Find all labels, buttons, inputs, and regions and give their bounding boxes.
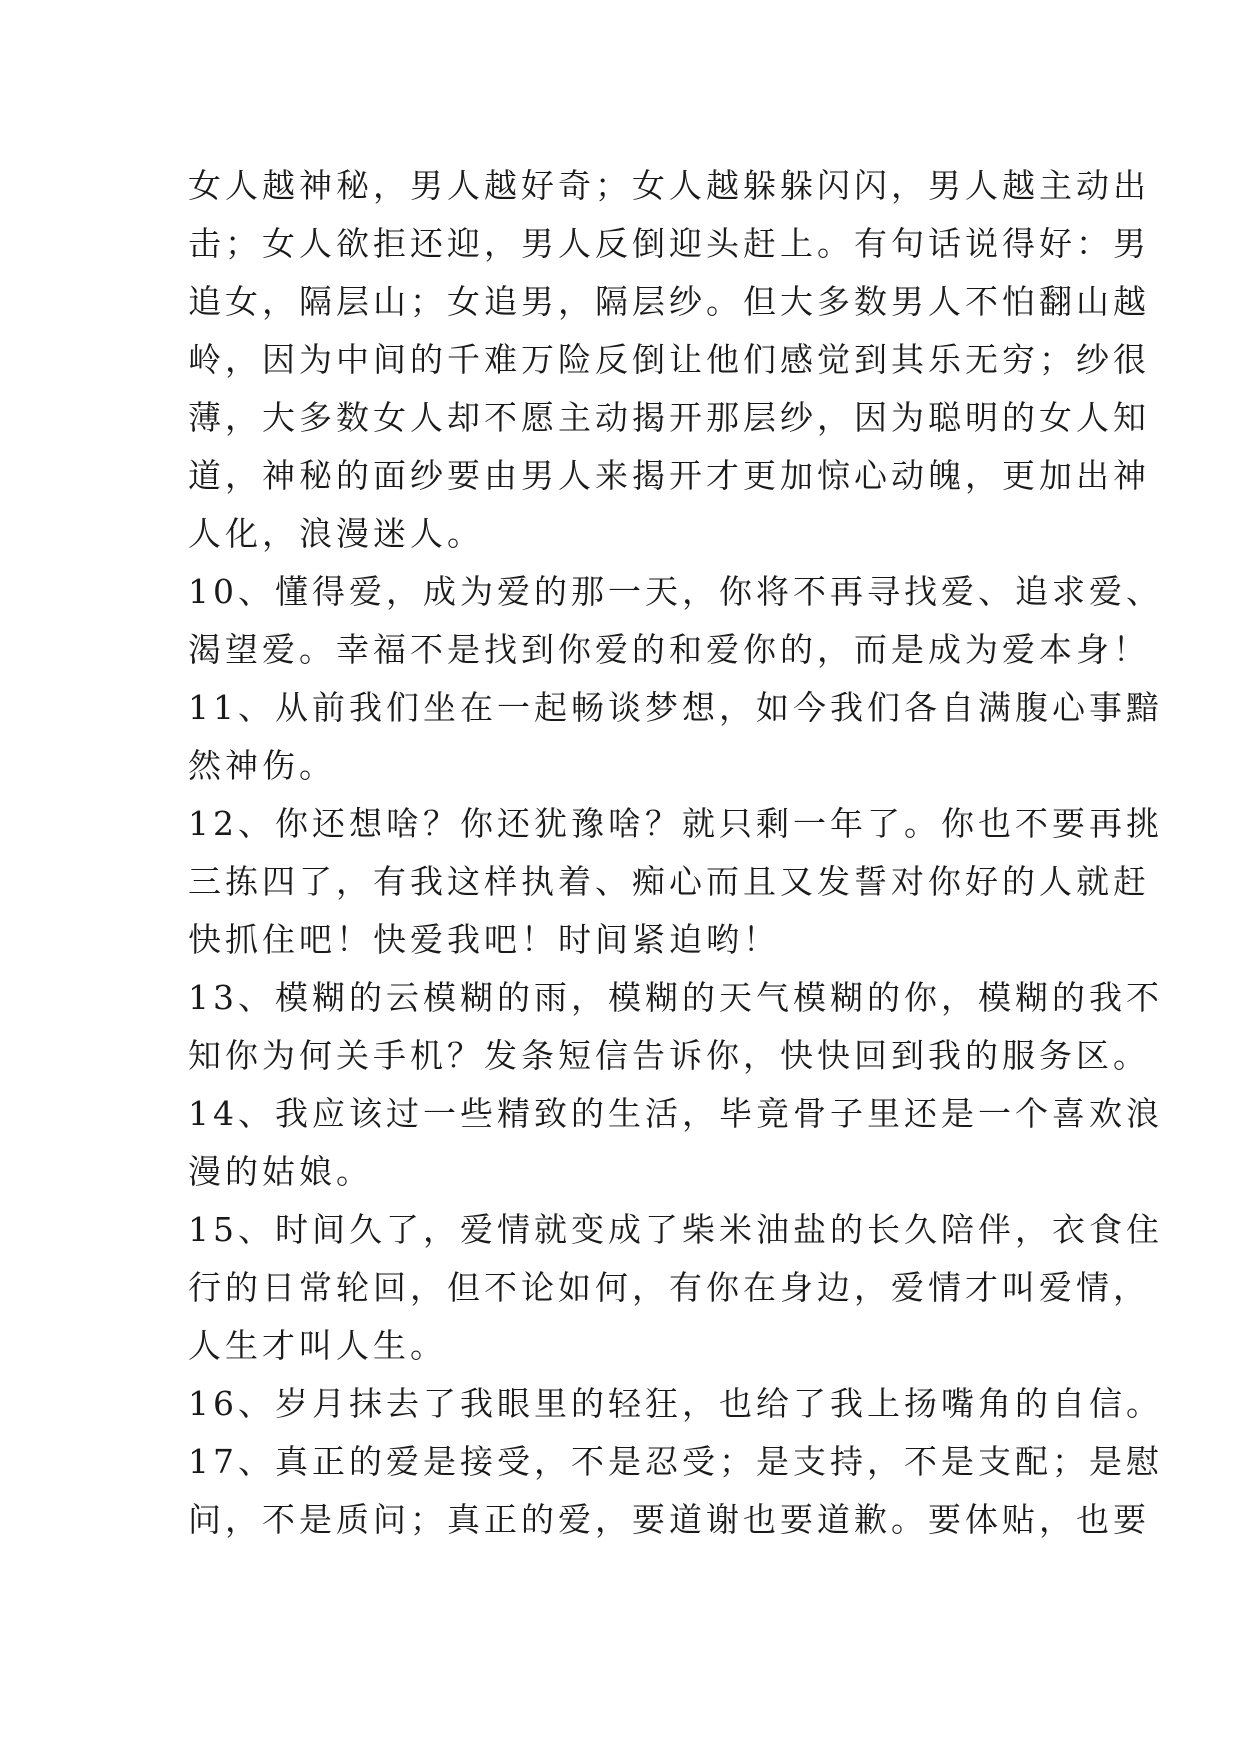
text-line: 击；女人欲拒还迎，男人反倒迎头赶上。有句话说得好：男 (188, 224, 1150, 263)
text-line: 漫的姑娘。 (188, 1152, 373, 1191)
text-line: 13、模糊的云模糊的雨，模糊的天气模糊的你，模糊的我不 (188, 978, 1163, 1017)
text-line: 薄，大多数女人却不愿主动揭开那层纱，因为聪明的女人知 (188, 398, 1150, 437)
text-line: 快抓住吧！快爱我吧！时间紧迫哟！ (188, 920, 780, 959)
text-line: 道，神秘的面纱要由男人来揭开才更加惊心动魄，更加出神 (188, 456, 1150, 495)
text-line: 岭，因为中间的千难万险反倒让他们感觉到其乐无穷；纱很 (188, 340, 1150, 379)
text-line: 11、从前我们坐在一起畅谈梦想，如今我们各自满腹心事黯 (188, 688, 1163, 727)
text-line: 女人越神秘，男人越好奇；女人越躲躲闪闪，男人越主动出 (188, 166, 1150, 205)
text-line: 人化，浪漫迷人。 (188, 514, 484, 553)
text-line: 15、时间久了，爱情就变成了柴米油盐的长久陪伴，衣食住 (188, 1210, 1163, 1249)
text-line: 问，不是质问；真正的爱，要道谢也要道歉。要体贴，也要 (188, 1500, 1150, 1539)
body-text (188, 157, 1163, 1549)
text-line: 12、你还想啥？你还犹豫啥？就只剩一年了。你也不要再挑 (188, 804, 1163, 843)
text-line: 14、我应该过一些精致的生活，毕竟骨子里还是一个喜欢浪 (188, 1094, 1163, 1133)
text-line: 16、岁月抹去了我眼里的轻狂，也给了我上扬嘴角的自信。 (188, 1384, 1163, 1423)
text-line: 人生才叫人生。 (188, 1326, 447, 1365)
text-line: 行的日常轮回，但不论如何，有你在身边，爱情才叫爱情， (188, 1268, 1150, 1307)
text-line: 然神伤。 (188, 746, 336, 785)
text-line: 知你为何关手机？发条短信告诉你，快快回到我的服务区。 (188, 1036, 1150, 1075)
text-line: 渴望爱。幸福不是找到你爱的和爱你的，而是成为爱本身！ (188, 630, 1150, 669)
text-line: 10、懂得爱，成为爱的那一天，你将不再寻找爱、追求爱、 (188, 572, 1163, 611)
text-line: 17、真正的爱是接受，不是忍受；是支持，不是支配；是慰 (188, 1442, 1163, 1481)
text-line: 三拣四了，有我这样执着、痴心而且又发誓对你好的人就赶 (188, 862, 1150, 901)
text-line: 追女，隔层山；女追男，隔层纱。但大多数男人不怕翻山越 (188, 282, 1150, 321)
